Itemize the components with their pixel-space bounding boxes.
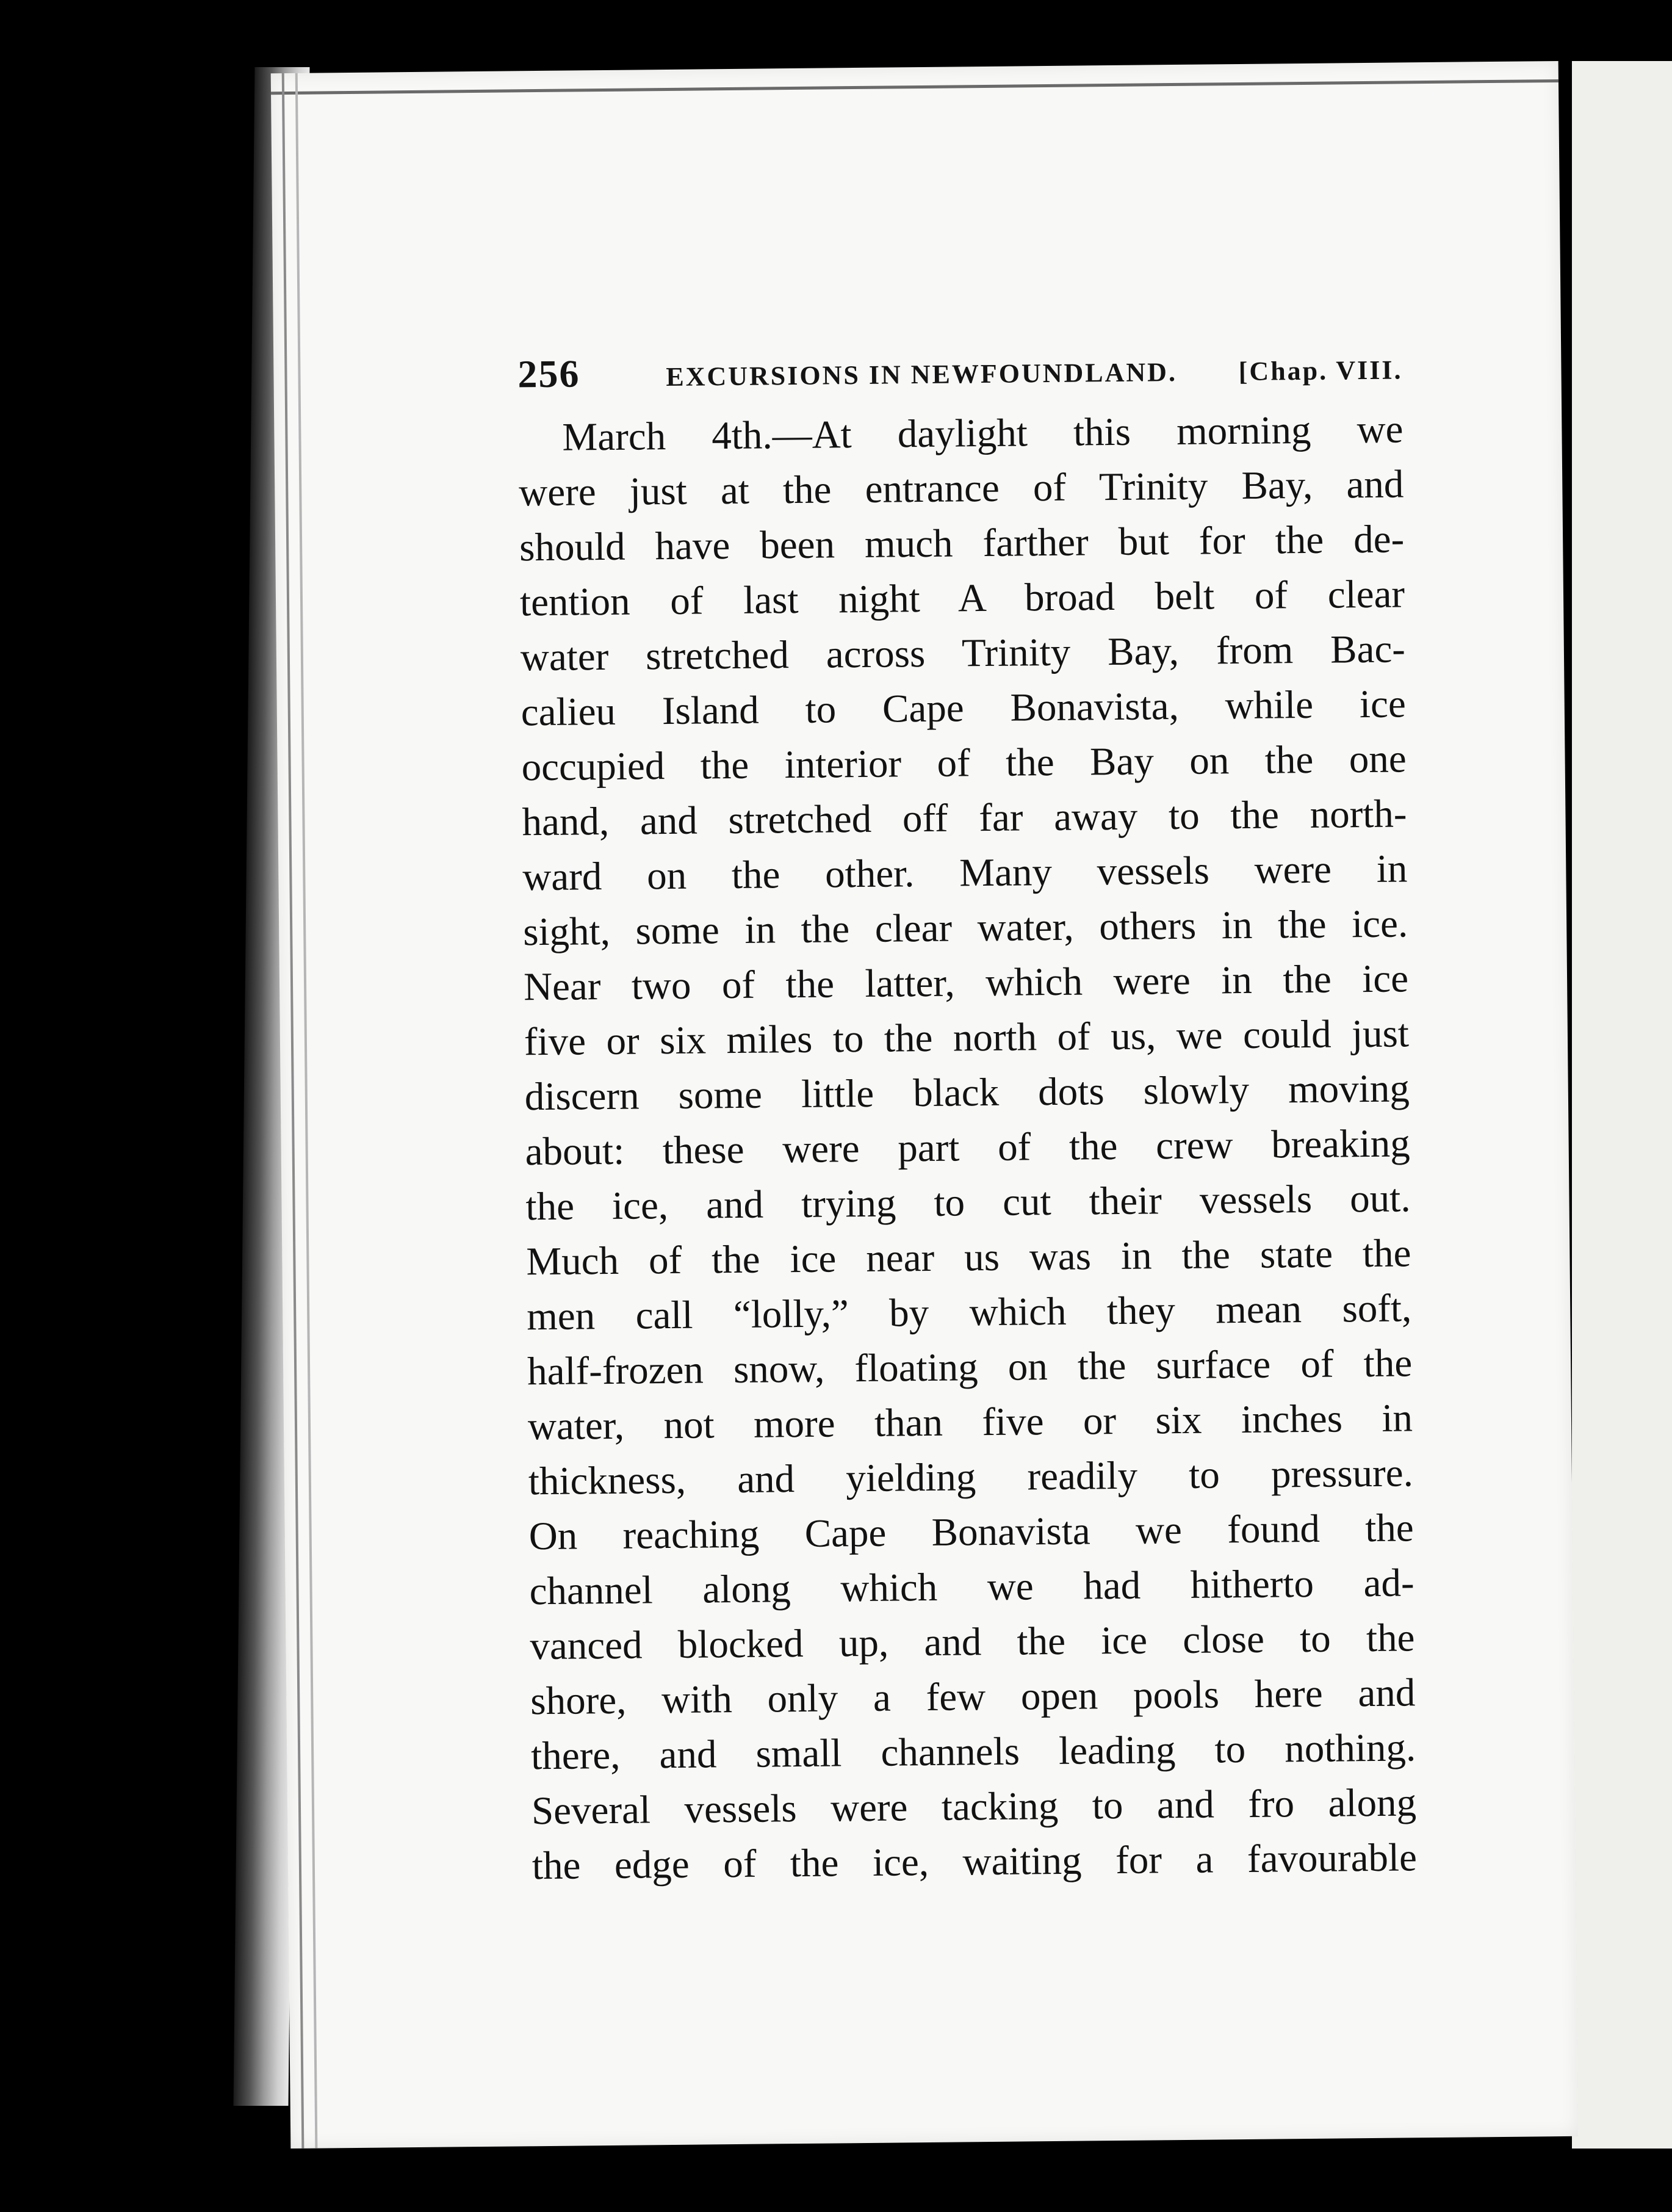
text-line: tention of last night A broad belt of clear — [519, 572, 1405, 625]
text-line: March 4th.—At daylight this morning we — [562, 407, 1404, 460]
text-line: the ice, and trying to cut their vessels out. — [525, 1176, 1411, 1229]
text-line: there, and small channels leading to nothing. — [530, 1726, 1416, 1779]
text-line: water stretched across Trinity Bay, from Bac- — [520, 627, 1406, 680]
text-line: calieu Island to Cape Bonavista, while ice — [521, 682, 1407, 735]
text-line: occupied the interior of the Bay on the one — [521, 737, 1407, 790]
text-line: Much of the ice near us was in the state the — [526, 1231, 1411, 1284]
book-page — [271, 61, 1579, 2149]
text-line: Near two of the latter, which were in the ice — [523, 956, 1409, 1010]
text-line: men call “lolly,” by which they mean soft, — [526, 1286, 1412, 1339]
text-line: Several vessels were tacking to and fro along — [531, 1780, 1417, 1834]
text-block — [517, 343, 1417, 1893]
facing-page-edge — [1572, 61, 1672, 2149]
text-line: sight, some in the clear water, others in the ice. — [522, 902, 1408, 955]
text-line: ward on the other. Many vessels were in — [522, 847, 1408, 900]
running-title: EXCURSIONS IN NEWFOUNDLAND. — [666, 356, 1178, 392]
text-line: should have been much farther but for the de- — [519, 517, 1405, 570]
text-line: shore, with only a few open pools here and — [530, 1671, 1416, 1724]
text-line: were just at the entrance of Trinity Bay, and — [518, 462, 1404, 515]
text-line: five or six miles to the north of us, we could just — [524, 1011, 1410, 1064]
text-line: vanced blocked up, and the ice close to the — [530, 1616, 1415, 1669]
text-line: channel along which we had hitherto ad- — [529, 1561, 1414, 1614]
text-line: thickness, and yielding readily to pressure. — [528, 1451, 1414, 1504]
running-head — [517, 343, 1403, 397]
page-top-edge — [271, 79, 1558, 95]
text-line: discern some little black dots slowly moving — [524, 1066, 1410, 1119]
text-line: about: these were part of the crew breaking — [525, 1121, 1410, 1174]
chapter-marker: [Chap. VIII. — [1238, 355, 1403, 387]
text-line: water, not more than five or six inches in — [527, 1396, 1413, 1449]
text-line: hand, and stretched off far away to the north- — [522, 792, 1407, 845]
text-line: On reaching Cape Bonavista we found the — [528, 1506, 1414, 1559]
body-paragraph — [518, 402, 1417, 1893]
page-number: 256 — [517, 352, 580, 396]
text-line: half-frozen snow, floating on the surface of the — [527, 1341, 1413, 1394]
text-line: the edge of the ice, waiting for a favourable — [532, 1835, 1418, 1889]
